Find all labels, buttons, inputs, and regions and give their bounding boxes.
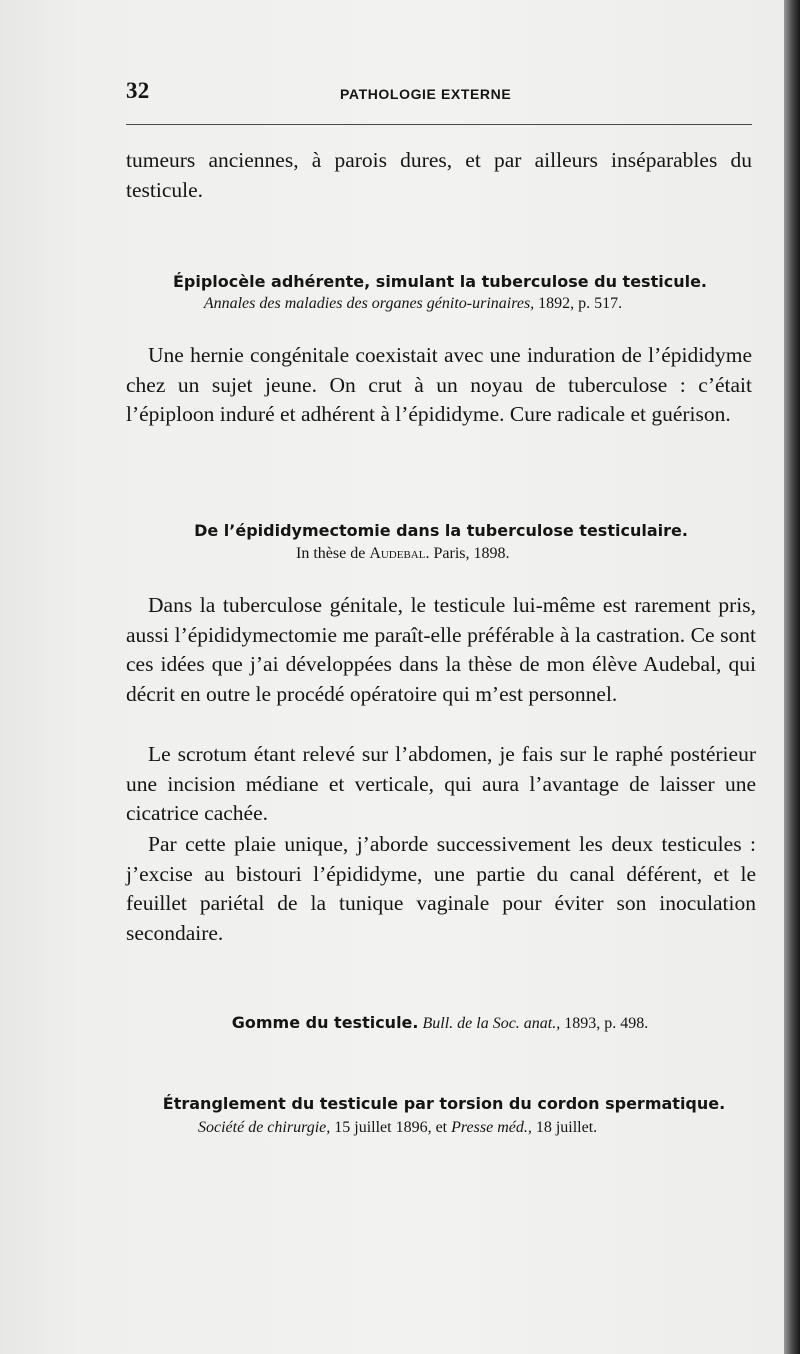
etranglement-citation xyxy=(198,1116,718,1140)
epiplocele-journal: Annales des maladies des organes génito-urinaires, xyxy=(203,295,535,312)
societe-chirurgie: Société de chirurgie, xyxy=(198,1119,331,1136)
thesis-place-year: . Paris, 1898. xyxy=(425,545,510,562)
epididymectomie-title: De l’épididymectomie dans la tuberculose testiculaire. xyxy=(194,521,688,540)
epididymectomie-paragraph-3: Par cette plaie unique, j’aborde successivement les deux testicules : j’excise au bistouri l’épididyme, une partie du canal déférent, et le feuillet pariétal de la tunique vaginale pour éviter son inoculation secondaire. xyxy=(126,832,756,945)
etranglement-title: Étranglement du testicule par torsion du cordon spermatique. xyxy=(162,1094,726,1113)
gomme-journal: Bull. de la Soc. anat., xyxy=(422,1015,561,1032)
gomme-title: Gomme du testicule. xyxy=(231,1013,419,1032)
scan-edge-shadow xyxy=(784,0,800,1354)
epiplocele-citation xyxy=(130,292,696,316)
intro-paragraph: tumeurs anciennes, à parois dures, et par ailleurs inséparables du testicule. xyxy=(126,148,752,202)
gomme-year-page: 1893, p. 498. xyxy=(560,1015,649,1032)
thesis-prefix: In thèse de xyxy=(296,545,370,562)
presse-date: 18 juillet. xyxy=(531,1119,598,1136)
epiplocele-title: Épiplocèle adhérente, simulant la tuberculose du testicule. xyxy=(172,272,707,291)
running-head: PATHOLOGIE EXTERNE xyxy=(340,86,512,102)
page-number: 32 xyxy=(126,78,150,103)
page-header xyxy=(126,78,752,110)
epididymectomie-paragraph-1: Dans la tuberculose génitale, le testicule lui-même est rarement pris, aussi l’épididymectomie me paraît-elle préférable à la castration. Ce sont ces idées que j’ai développées dans la thèse de mon élève Audebal, qui décrit en outre le procédé opératoire qui m’est personnel. xyxy=(126,593,756,706)
header-rule xyxy=(126,124,752,125)
thesis-citation xyxy=(296,542,596,566)
gomme-entry xyxy=(130,1011,750,1036)
epididymectomie-paragraph-2: Le scrotum étant relevé sur l’abdomen, je fais sur le raphé postérieur une incision médiane et verticale, qui aura l’avantage de laisser une cicatrice cachée. xyxy=(126,742,756,825)
epiplocele-year-page: 1892, p. 517. xyxy=(534,295,623,312)
etranglement-date: 15 juillet 1896, et xyxy=(330,1119,452,1136)
presse-medicale: Presse méd., xyxy=(451,1119,532,1136)
epiplocele-body: Une hernie congénitale coexistait avec une induration de l’épididyme chez un sujet jeune. On crut à un noyau de tuberculose : c’était l’épiploon induré et adhérent à l’épididyme. Cure radicale et guérison. xyxy=(126,343,752,426)
thesis-author: Audebal xyxy=(369,545,426,562)
